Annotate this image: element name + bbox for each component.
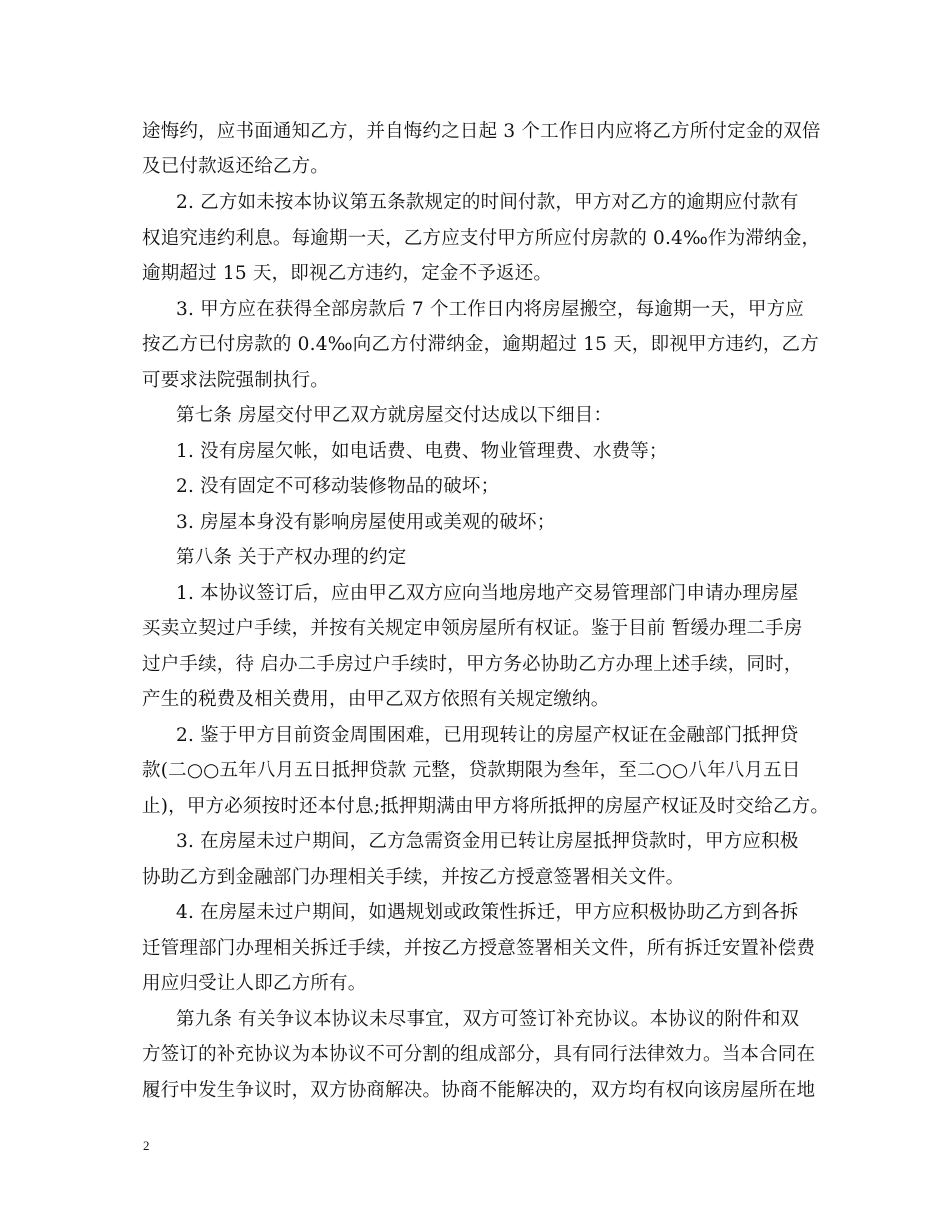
body-line: 方签订的补充协议为本协议不可分割的组成部分，具有同行法律效力。当本合同在 <box>142 1044 816 1065</box>
body-line: 止)，甲方必须按时还本付息;抵押期满由甲方将所抵押的房屋产权证及时交给乙方。 <box>142 796 830 817</box>
body-line: 按乙方已付房款的 0.4‰向乙方付滞纳金，逾期超过 15 天，即视甲方违约，乙方 <box>142 334 819 355</box>
body-line: 买卖立契过户手续，并按有关规定申领房屋所有权证。鉴于目前 暂缓办理二手房 <box>142 618 803 639</box>
body-line: 1. 没有房屋欠帐，如电话费、电费、物业管理费、水费等； <box>176 441 668 462</box>
body-line: 途悔约，应书面通知乙方，并自悔约之日起 3 个工作日内应将乙方所付定金的双倍 <box>142 121 821 142</box>
section-heading: 第七条 房屋交付甲乙双方就房屋交付达成以下细目： <box>176 405 613 426</box>
body-line: 产生的税费及相关费用，由甲乙双方依照有关规定缴纳。 <box>142 689 610 710</box>
body-line: 4. 在房屋未过户期间，如遇规划或政策性拆迁，甲方应积极协助乙方到各拆 <box>176 902 799 923</box>
body-line: 款(二○○五年八月五日抵押贷款 元整，贷款期限为叁年，至二○○八年八月五日 <box>142 760 801 781</box>
body-line: 权追究违约利息。每逾期一天，乙方应支付甲方所应付房款的 0.4‰作为滞纳金， <box>142 228 821 249</box>
body-line: 3. 房屋本身没有影响房屋使用或美观的破坏； <box>176 512 556 533</box>
body-line: 3. 甲方应在获得全部房款后 7 个工作日内将房屋搬空，每逾期一天，甲方应 <box>176 299 804 320</box>
body-line: 用应归受让人即乙方所有。 <box>142 973 367 994</box>
body-line: 2. 鉴于甲方目前资金周围困难，已用现转让的房屋产权证在金融部门抵押贷 <box>176 725 799 746</box>
body-line: 逾期超过 15 天，即视乙方违约，定金不予返还。 <box>142 263 553 284</box>
body-line: 及已付款返还给乙方。 <box>142 156 330 177</box>
body-line: 履行中发生争议时，双方协商解决。协商不能解决的，双方均有权向该房屋所在地 <box>142 1080 816 1101</box>
body-line: 迁管理部门办理相关拆迁手续，并按乙方授意签署相关文件，所有拆迁安置补偿费 <box>142 938 816 959</box>
body-line: 过户手续，待 启办二手房过户手续时，甲方务必协助乙方办理上述手续，同时， <box>142 654 803 675</box>
section-heading: 第九条 有关争议本协议未尽事宜，双方可签订补充协议。本协议的附件和双 <box>176 1009 800 1030</box>
body-line: 2. 乙方如未按本协议第五条款规定的时间付款，甲方对乙方的逾期应付款有 <box>176 192 799 213</box>
body-line: 可要求法院强制执行。 <box>142 370 330 391</box>
page-number: 2 <box>143 1138 150 1153</box>
body-line: 协助乙方到金融部门办理相关手续，并按乙方授意签署相关文件。 <box>142 867 685 888</box>
body-line: 3. 在房屋未过户期间，乙方急需资金用已转让房屋抵押贷款时，甲方应积极 <box>176 831 799 852</box>
section-heading: 第八条 关于产权办理的约定 <box>176 547 407 568</box>
body-line: 1. 本协议签订后，应由甲乙双方应向当地房地产交易管理部门申请办理房屋 <box>176 583 799 604</box>
body-line: 2. 没有固定不可移动装修物品的破坏； <box>176 476 500 497</box>
